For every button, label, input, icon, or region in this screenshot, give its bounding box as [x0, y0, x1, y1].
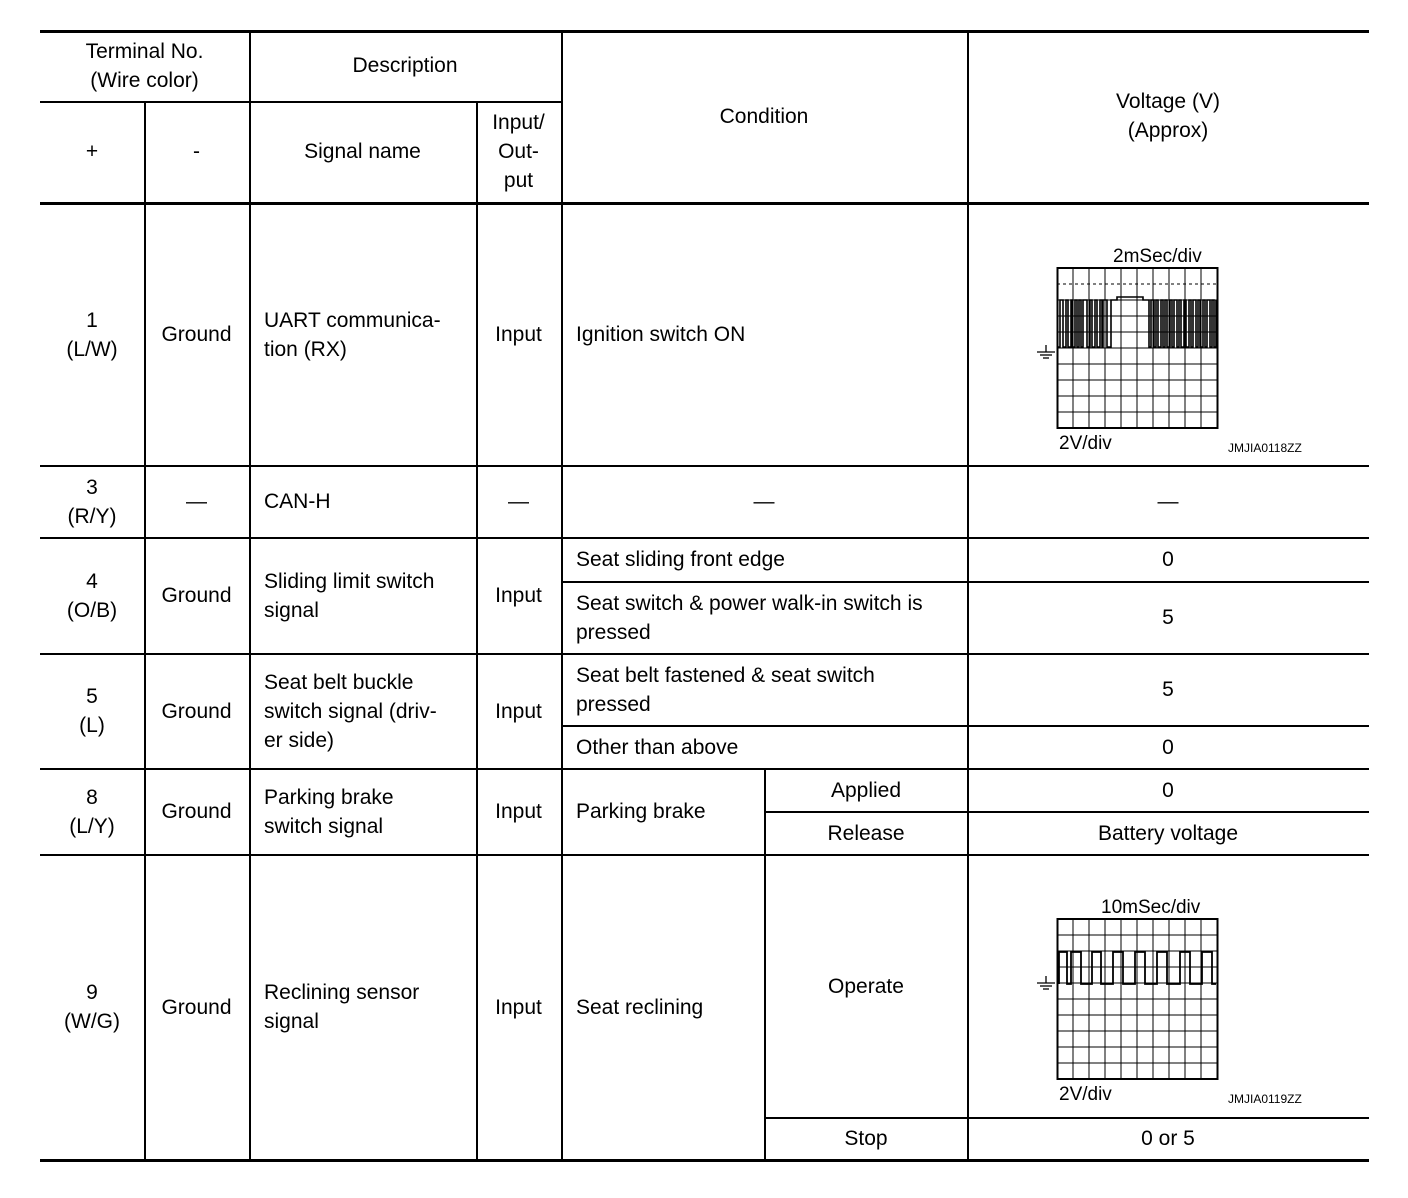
io-value: Input [495, 800, 542, 823]
io-label-line: Input/ [492, 111, 545, 134]
signal-name: switch signal (driv- [264, 699, 437, 723]
signal-name: UART communica- [264, 308, 441, 332]
voltage-cell [967, 466, 1369, 537]
description-label: Description [352, 54, 458, 77]
signal-cell [249, 538, 476, 653]
condition-text: Ignition switch ON [576, 323, 746, 346]
voltage-value: 5 [1162, 606, 1174, 629]
header-input-output [476, 101, 561, 202]
table-bottom-border [40, 1159, 1369, 1162]
condition-text: pressed [576, 620, 651, 644]
voltage-cell [967, 582, 1369, 653]
io-cell [476, 855, 561, 1159]
condition-text: Seat switch & power walk-in switch is [576, 591, 923, 615]
state-value: Release [827, 821, 905, 845]
io-value: Input [495, 323, 542, 346]
signal-name-label: Signal name [304, 140, 421, 163]
header-terminal-no [40, 30, 249, 101]
signal-cell [249, 769, 476, 854]
minus-cell [144, 466, 249, 537]
io-label-line: Out- [498, 140, 539, 163]
dash-value: — [1157, 490, 1179, 513]
oscilloscope-waveform-1 [1035, 245, 1325, 455]
voltage-value: 5 [1162, 678, 1174, 701]
signal-name: CAN-H [264, 490, 331, 513]
time-div-label: 10mSec/div [1101, 897, 1201, 918]
voltage-value: 0 [1162, 778, 1174, 802]
io-value: Input [495, 699, 542, 723]
condition-cell [561, 855, 764, 1159]
io-cell [476, 204, 561, 465]
ground-symbol-icon [1037, 976, 1055, 989]
ground-value: Ground [161, 584, 232, 607]
signal-name: er side) [264, 728, 335, 752]
minus-cell [144, 538, 249, 653]
figure-id: JMJIA0119ZZ [1228, 1092, 1302, 1106]
minus-label: - [193, 140, 200, 163]
state-value: Stop [844, 1127, 888, 1150]
voltage-value: 0 or 5 [1141, 1127, 1195, 1150]
terminal-cell [40, 538, 144, 653]
signal-cell [249, 855, 476, 1159]
condition-cell [561, 204, 967, 465]
minus-cell [144, 855, 249, 1159]
signal-cell [249, 204, 476, 465]
terminal-no-label: Terminal No. [85, 39, 204, 63]
condition-label: Condition [719, 104, 809, 128]
condition-text: Seat reclining [576, 995, 704, 1019]
io-label-line: put [503, 169, 534, 192]
terminal-cell [40, 204, 144, 465]
terminal-number: 5 [86, 685, 98, 708]
header-signal-name [249, 101, 476, 202]
io-cell [476, 538, 561, 653]
voltage-value: 0 [1162, 735, 1174, 759]
wire-color: (L/W) [66, 337, 118, 361]
voltage-cell [967, 726, 1369, 768]
terminal-number: 4 [86, 569, 98, 593]
header-minus [144, 101, 249, 202]
io-value: Input [495, 584, 542, 607]
state-value: Operate [828, 974, 904, 998]
condition-cell [561, 466, 967, 537]
wire-color: (W/G) [64, 1010, 120, 1033]
wire-color: (L/Y) [69, 814, 115, 838]
terminal-cell [40, 466, 144, 537]
wire-color-label: (Wire color) [90, 68, 199, 92]
dash-value: — [186, 490, 207, 513]
voltage-cell [967, 654, 1369, 725]
header-description [249, 30, 561, 101]
plus-label: + [85, 140, 99, 163]
io-cell [476, 654, 561, 768]
oscilloscope-waveform-2 [1035, 896, 1325, 1106]
io-cell [476, 466, 561, 537]
condition-text: Parking brake [576, 800, 706, 823]
minus-cell [144, 654, 249, 768]
condition-text: Seat sliding front edge [576, 548, 785, 571]
terminal-cell [40, 855, 144, 1159]
wire-color: (R/Y) [67, 504, 117, 528]
signal-name: Sliding limit switch [264, 569, 435, 593]
state-value: Applied [830, 778, 902, 802]
header-voltage [967, 30, 1369, 202]
state-cell [765, 812, 967, 854]
condition-cell [561, 726, 967, 768]
voltage-value: Battery voltage [1097, 821, 1239, 845]
waveform-grid [1035, 918, 1225, 1088]
condition-cell [561, 538, 967, 581]
signal-name: signal [264, 1010, 319, 1033]
dash-value: — [753, 490, 775, 513]
figure-id: JMJIA0118ZZ [1228, 441, 1302, 455]
condition-text: pressed [576, 692, 651, 716]
dash-value: — [508, 490, 529, 513]
condition-cell [561, 654, 967, 725]
condition-cell [561, 769, 764, 854]
ground-value: Ground [161, 699, 232, 723]
terminal-number: 1 [86, 308, 98, 332]
signal-cell [249, 466, 476, 537]
terminal-cell [40, 769, 144, 854]
signal-name: tion (RX) [264, 337, 347, 361]
ground-value: Ground [161, 800, 232, 823]
state-cell [765, 1118, 967, 1159]
ground-symbol-icon [1037, 345, 1055, 358]
minus-cell [144, 204, 249, 465]
voltage-cell [967, 812, 1369, 854]
state-cell [765, 855, 967, 1117]
terminal-cell [40, 654, 144, 768]
signal-name: switch signal [264, 814, 384, 838]
ground-value: Ground [161, 323, 232, 346]
voltage-cell [967, 769, 1369, 811]
voltage-cell [967, 1118, 1369, 1159]
voltage-value: 0 [1162, 548, 1174, 571]
voltage-cell [967, 538, 1369, 581]
io-value: Input [495, 995, 542, 1019]
state-cell [765, 769, 967, 811]
header-plus [40, 101, 144, 202]
condition-cell [561, 582, 967, 653]
terminal-table [40, 30, 1369, 1163]
volt-div-label: 2V/div [1059, 1084, 1112, 1105]
condition-text: Other than above [576, 735, 739, 759]
approx-label: (Approx) [1127, 119, 1209, 142]
wire-color: (L) [79, 714, 105, 737]
terminal-number: 9 [86, 981, 98, 1004]
terminal-number: 8 [86, 785, 98, 809]
io-cell [476, 769, 561, 854]
signal-name: signal [264, 598, 319, 622]
ground-value: Ground [161, 995, 232, 1019]
terminal-number: 3 [86, 475, 98, 499]
volt-div-label: 2V/div [1059, 433, 1112, 454]
signal-cell [249, 654, 476, 768]
minus-cell [144, 769, 249, 854]
voltage-label: Voltage (V) [1116, 90, 1220, 113]
signal-name: Parking brake [264, 785, 394, 809]
time-div-label: 2mSec/div [1113, 246, 1202, 267]
waveform-grid [1035, 267, 1225, 437]
wire-color: (O/B) [66, 598, 118, 622]
header-condition [561, 30, 967, 202]
signal-name: Seat belt buckle [264, 670, 414, 694]
condition-text: Seat belt fastened & seat switch [576, 663, 875, 687]
signal-name: Reclining sensor [264, 981, 420, 1004]
